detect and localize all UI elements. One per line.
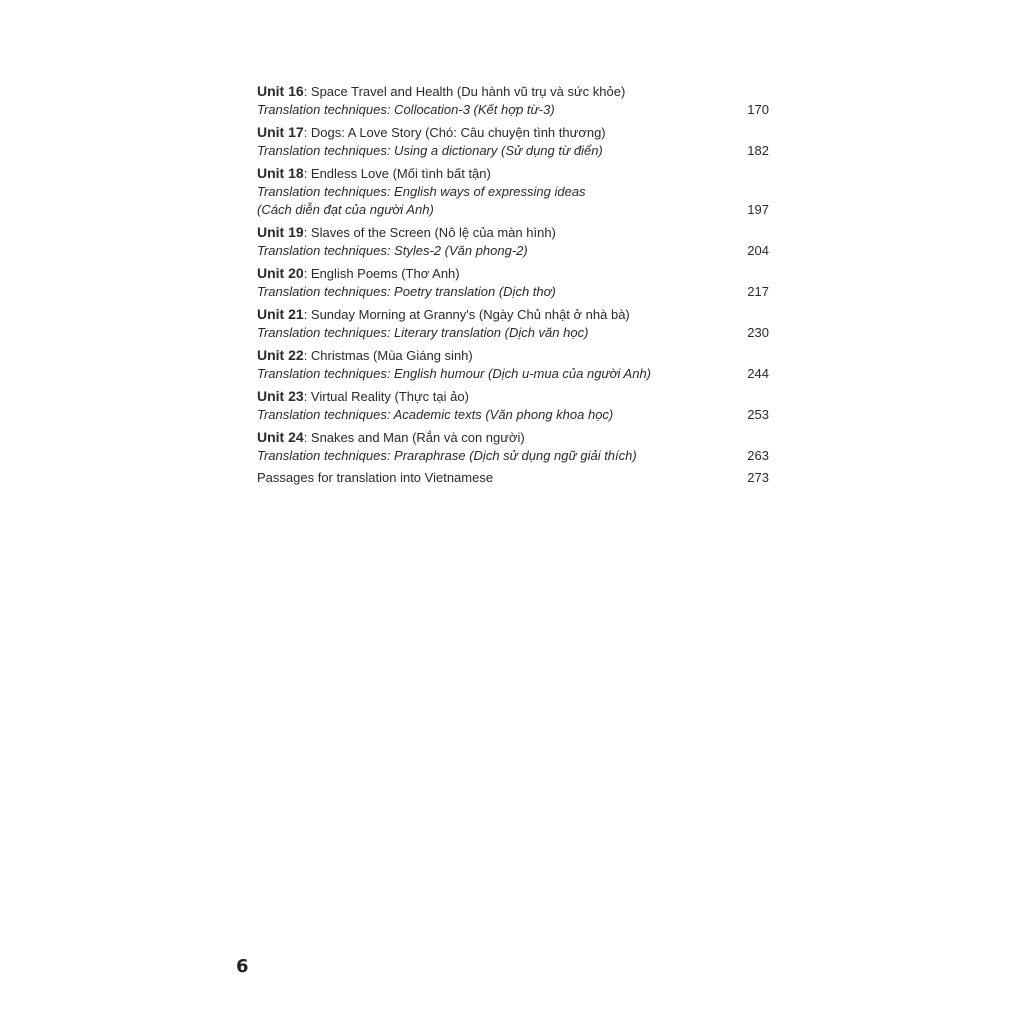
page-number: 182 — [747, 143, 769, 158]
technique-line: Translation techniques: Literary translation (Dịch văn học) — [257, 325, 589, 340]
toc-entry-unit — [257, 428, 769, 465]
unit-title: : Sunday Morning at Granny's (Ngày Chủ nhật ở nhà bà) — [303, 307, 630, 322]
unit-label: Unit 17 — [257, 124, 304, 140]
page-number: 217 — [747, 284, 769, 299]
unit-label: Unit 18 — [257, 165, 304, 181]
unit-heading — [257, 346, 769, 365]
unit-heading — [257, 123, 769, 142]
toc-entry-unit — [257, 82, 769, 119]
unit-title: : Snakes and Man (Rắn và con người) — [303, 430, 525, 445]
unit-heading — [257, 387, 769, 406]
toc-entry-unit — [257, 123, 769, 160]
unit-heading — [257, 223, 769, 242]
technique-line: (Cách diễn đạt của người Anh) — [257, 202, 434, 217]
technique-line: Translation techniques: English ways of expressing ideas — [257, 184, 586, 199]
toc-entry-unit — [257, 164, 769, 219]
unit-title: : English Poems (Thơ Anh) — [303, 266, 460, 281]
unit-heading — [257, 305, 769, 324]
unit-label: Unit 23 — [257, 388, 304, 404]
unit-heading — [257, 264, 769, 283]
unit-heading — [257, 82, 769, 101]
page-number: 197 — [747, 202, 769, 217]
technique-line: Translation techniques: English humour (Dịch u-mua của người Anh) — [257, 366, 652, 381]
unit-list — [257, 82, 769, 465]
passages-title: Passages for translation into Vietnamese — [257, 470, 494, 485]
footer-page-number: 6 — [236, 956, 249, 977]
unit-heading — [257, 428, 769, 447]
unit-label: Unit 24 — [257, 429, 304, 445]
unit-heading — [257, 164, 769, 183]
unit-title: : Dogs: A Love Story (Chó: Câu chuyện tình thương) — [303, 125, 606, 140]
page-number: 204 — [747, 243, 769, 258]
unit-label: Unit 22 — [257, 347, 304, 363]
page-number: 244 — [747, 366, 769, 381]
toc-entry-unit — [257, 264, 769, 301]
unit-label: Unit 19 — [257, 224, 304, 240]
page-number: 273 — [747, 470, 769, 485]
technique-line: Translation techniques: Poetry translation (Dịch thơ) — [257, 284, 556, 299]
page-number: 170 — [747, 102, 769, 117]
toc-entry-unit — [257, 387, 769, 424]
unit-label: Unit 21 — [257, 306, 304, 322]
technique-line: Translation techniques: Academic texts (Văn phong khoa học) — [257, 407, 614, 422]
technique-line: Translation techniques: Using a dictionary (Sử dụng từ điển) — [257, 143, 603, 158]
unit-title: : Slaves of the Screen (Nô lệ của màn hình) — [303, 225, 556, 240]
toc-entry-unit — [257, 346, 769, 383]
technique-line: Translation techniques: Collocation-3 (Kết hợp từ-3) — [257, 102, 555, 117]
page-number: 263 — [747, 448, 769, 463]
table-of-contents — [257, 82, 769, 491]
toc-entry-passages — [257, 469, 769, 487]
page-number: 253 — [747, 407, 769, 422]
unit-title: : Space Travel and Health (Du hành vũ trụ và sức khỏe) — [303, 84, 626, 99]
technique-line: Translation techniques: Praraphrase (Dịch sử dụng ngữ giải thích) — [257, 448, 637, 463]
toc-entry-unit — [257, 223, 769, 260]
unit-label: Unit 16 — [257, 83, 304, 99]
unit-label: Unit 20 — [257, 265, 304, 281]
unit-title: : Christmas (Mùa Giáng sinh) — [303, 348, 473, 363]
toc-entry-unit — [257, 305, 769, 342]
technique-line: Translation techniques: Styles-2 (Văn phong-2) — [257, 243, 528, 258]
page-number: 230 — [747, 325, 769, 340]
unit-title: : Endless Love (Mối tình bất tận) — [303, 166, 491, 181]
unit-title: : Virtual Reality (Thực tại ảo) — [303, 389, 469, 404]
